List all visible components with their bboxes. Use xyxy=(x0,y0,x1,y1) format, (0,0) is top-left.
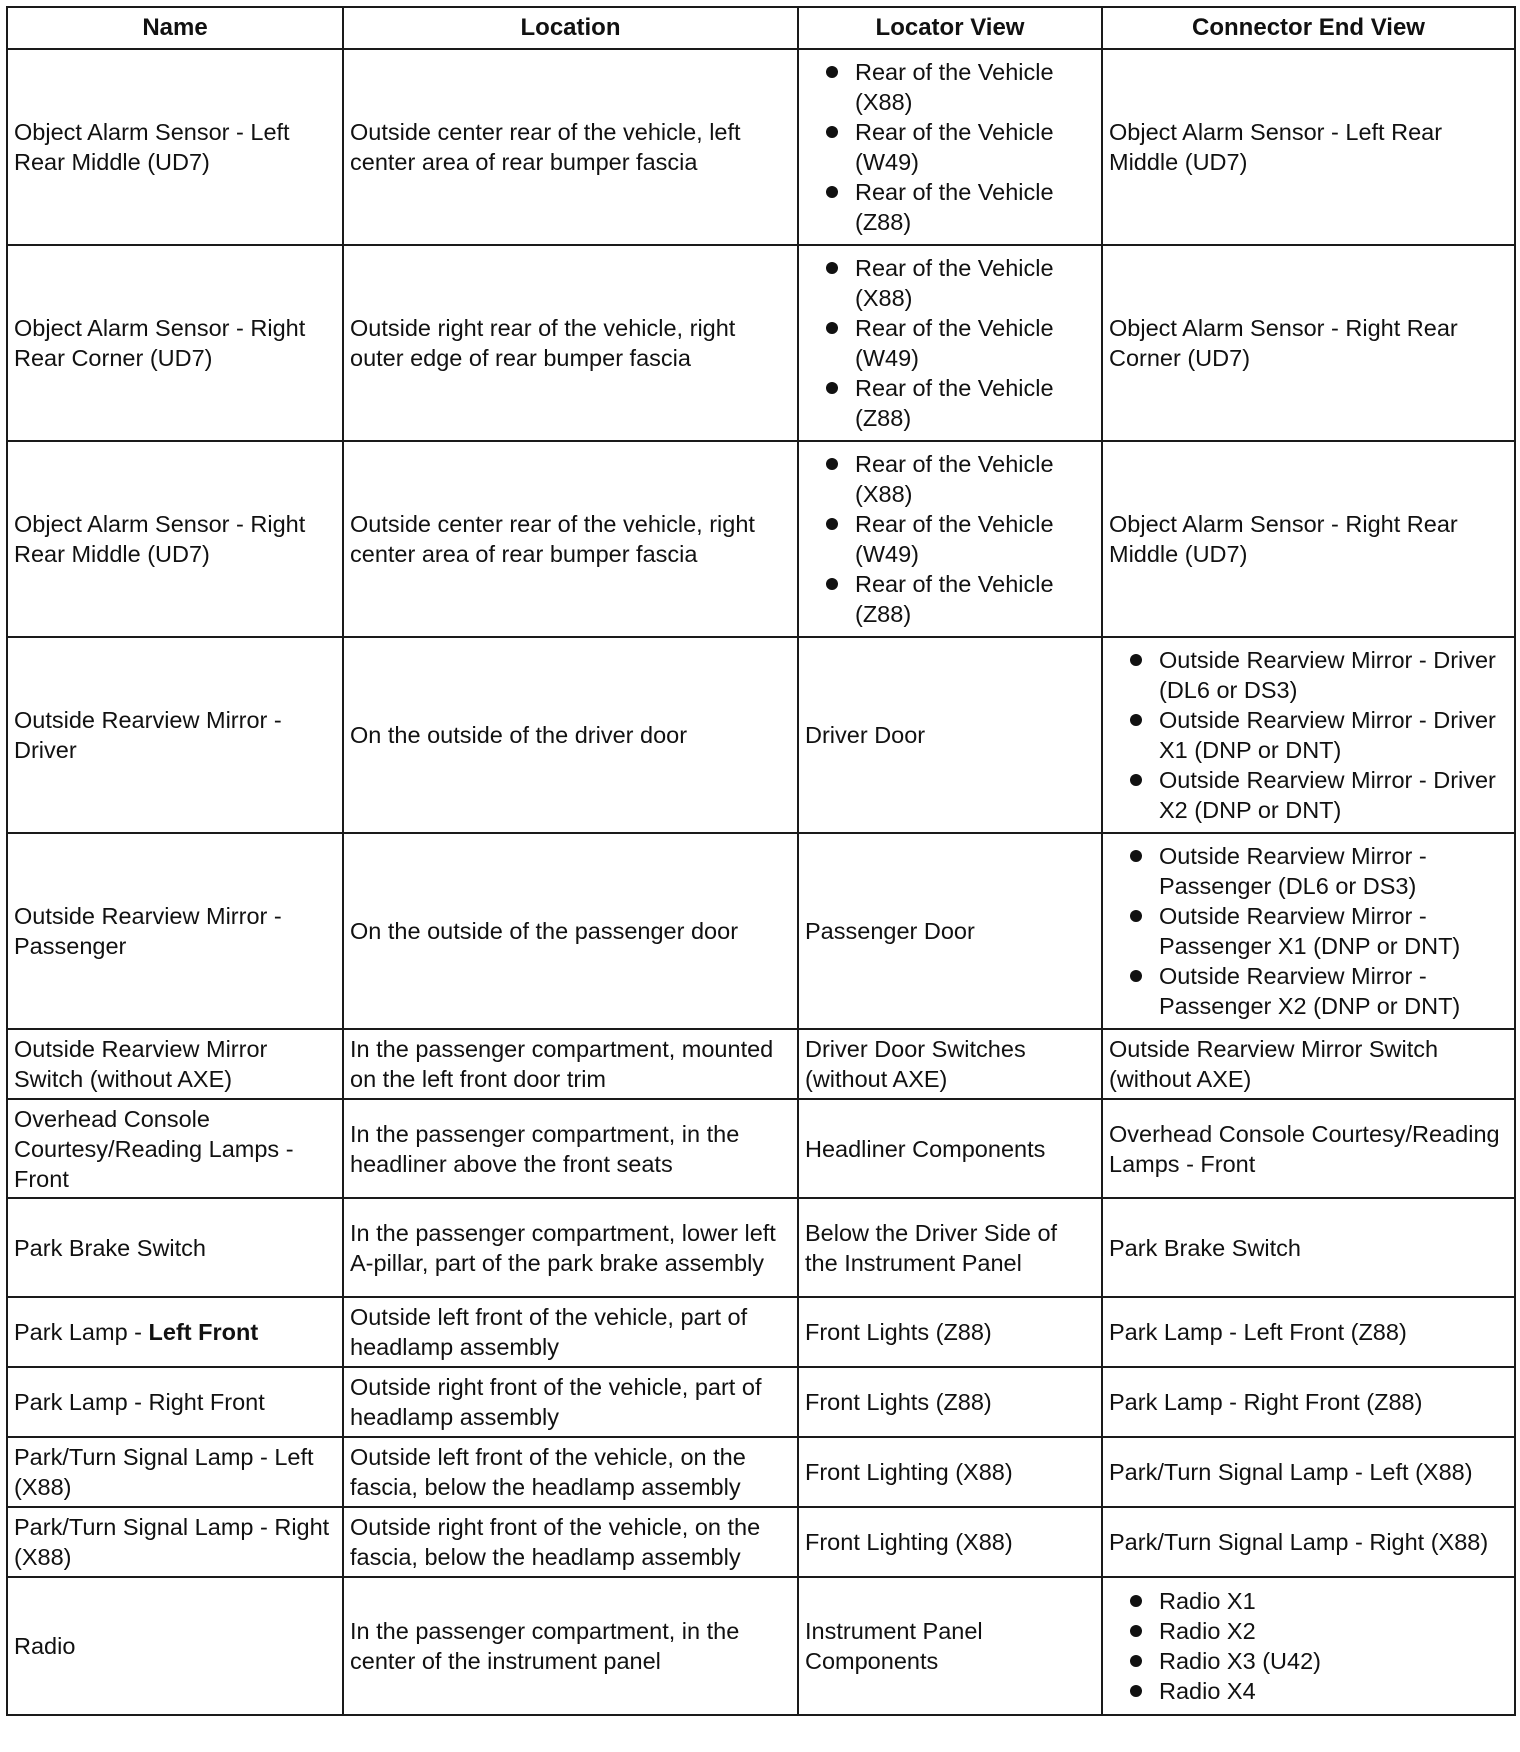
locator-list-item[interactable]: Rear of the Vehicle (X88) xyxy=(805,57,1095,117)
table-row xyxy=(7,245,1515,441)
locator-cell[interactable]: Headliner Components xyxy=(798,1099,1102,1198)
connector-cell[interactable]: Object Alarm Sensor - Right Rear Corner (UD7) xyxy=(1102,245,1515,441)
name-cell: Outside Rearview Mirror Switch (without AXE) xyxy=(7,1029,343,1099)
name-cell: Overhead Console Courtesy/Reading Lamps - Front xyxy=(7,1099,343,1198)
connector-list-item[interactable]: Outside Rearview Mirror - Driver X2 (DNP or DNT) xyxy=(1109,765,1508,825)
name-cell: Object Alarm Sensor - Left Rear Middle (UD7) xyxy=(7,49,343,245)
location-cell: On the outside of the passenger door xyxy=(343,833,798,1029)
location-cell: Outside center rear of the vehicle, left center area of rear bumper fascia xyxy=(343,49,798,245)
connector-cell[interactable]: Object Alarm Sensor - Right Rear Middle (UD7) xyxy=(1102,441,1515,637)
table-row xyxy=(7,441,1515,637)
table-row xyxy=(7,1198,1515,1297)
locator-cell xyxy=(798,441,1102,637)
connector-cell[interactable]: Outside Rearview Mirror Switch (without AXE) xyxy=(1102,1029,1515,1099)
location-cell: Outside center rear of the vehicle, right center area of rear bumper fascia xyxy=(343,441,798,637)
connector-list-item[interactable]: Outside Rearview Mirror - Driver (DL6 or DS3) xyxy=(1109,645,1508,705)
location-cell: In the passenger compartment, lower left A-pillar, part of the park brake assembly xyxy=(343,1198,798,1297)
header-locator-view: Locator View xyxy=(798,7,1102,49)
locator-cell[interactable]: Front Lighting (X88) xyxy=(798,1437,1102,1507)
connector-cell[interactable]: Park Lamp - Right Front (Z88) xyxy=(1102,1367,1515,1437)
connector-list-item[interactable]: Outside Rearview Mirror - Passenger (DL6 or DS3) xyxy=(1109,841,1508,901)
locator-cell xyxy=(798,49,1102,245)
connector-list-item[interactable]: Outside Rearview Mirror - Driver X1 (DNP or DNT) xyxy=(1109,705,1508,765)
name-cell: Park/Turn Signal Lamp - Left (X88) xyxy=(7,1437,343,1507)
connector-list xyxy=(1109,841,1508,1021)
table-row xyxy=(7,1437,1515,1507)
connector-cell[interactable]: Park Brake Switch xyxy=(1102,1198,1515,1297)
header-name: Name xyxy=(7,7,343,49)
connector-list-item[interactable]: Outside Rearview Mirror - Passenger X1 (DNP or DNT) xyxy=(1109,901,1508,961)
header-connector-end-view: Connector End View xyxy=(1102,7,1515,49)
table-row xyxy=(7,1507,1515,1577)
location-cell: In the passenger compartment, in the headliner above the front seats xyxy=(343,1099,798,1198)
name-cell: Park Lamp - Right Front xyxy=(7,1367,343,1437)
locator-cell[interactable]: Instrument Panel Components xyxy=(798,1577,1102,1715)
name-cell: Outside Rearview Mirror - Passenger xyxy=(7,833,343,1029)
name-cell: Park Brake Switch xyxy=(7,1198,343,1297)
locator-cell[interactable]: Driver Door Switches (without AXE) xyxy=(798,1029,1102,1099)
location-cell: Outside right front of the vehicle, on the fascia, below the headlamp assembly xyxy=(343,1507,798,1577)
connector-list-item[interactable]: Radio X3 (U42) xyxy=(1109,1646,1508,1676)
table-row xyxy=(7,637,1515,833)
table-row xyxy=(7,1029,1515,1099)
locator-list-item[interactable]: Rear of the Vehicle (W49) xyxy=(805,313,1095,373)
location-cell: In the passenger compartment, mounted on the left front door trim xyxy=(343,1029,798,1099)
header-location: Location xyxy=(343,7,798,49)
location-cell: In the passenger compartment, in the center of the instrument panel xyxy=(343,1577,798,1715)
locator-cell xyxy=(798,245,1102,441)
connector-cell[interactable]: Object Alarm Sensor - Left Rear Middle (UD7) xyxy=(1102,49,1515,245)
locator-cell[interactable]: Below the Driver Side of the Instrument Panel xyxy=(798,1198,1102,1297)
component-locator-table xyxy=(6,6,1516,1716)
connector-list-item[interactable]: Outside Rearview Mirror - Passenger X2 (DNP or DNT) xyxy=(1109,961,1508,1021)
connector-cell[interactable]: Overhead Console Courtesy/Reading Lamps - Front xyxy=(1102,1099,1515,1198)
name-text: Park Lamp - xyxy=(14,1319,149,1345)
locator-list-item[interactable]: Rear of the Vehicle (X88) xyxy=(805,449,1095,509)
locator-cell[interactable]: Front Lighting (X88) xyxy=(798,1507,1102,1577)
name-cell: Radio xyxy=(7,1577,343,1715)
name-text-bold: Left Front xyxy=(148,1319,259,1345)
connector-list-item[interactable]: Radio X2 xyxy=(1109,1616,1508,1646)
table-row xyxy=(7,49,1515,245)
name-cell: Park/Turn Signal Lamp - Right (X88) xyxy=(7,1507,343,1577)
location-cell: Outside right front of the vehicle, part of headlamp assembly xyxy=(343,1367,798,1437)
locator-list-item[interactable]: Rear of the Vehicle (Z88) xyxy=(805,177,1095,237)
table-row xyxy=(7,1577,1515,1715)
name-cell: Outside Rearview Mirror - Driver xyxy=(7,637,343,833)
locator-cell[interactable]: Driver Door xyxy=(798,637,1102,833)
locator-cell[interactable]: Front Lights (Z88) xyxy=(798,1297,1102,1367)
locator-list-item[interactable]: Rear of the Vehicle (Z88) xyxy=(805,569,1095,629)
connector-cell xyxy=(1102,1577,1515,1715)
locator-cell[interactable]: Front Lights (Z88) xyxy=(798,1367,1102,1437)
locator-list-item[interactable]: Rear of the Vehicle (W49) xyxy=(805,509,1095,569)
table-row xyxy=(7,1367,1515,1437)
header-row xyxy=(7,7,1515,49)
locator-list xyxy=(805,449,1095,629)
connector-cell xyxy=(1102,637,1515,833)
location-cell: Outside left front of the vehicle, on the fascia, below the headlamp assembly xyxy=(343,1437,798,1507)
table-row xyxy=(7,1099,1515,1198)
connector-list xyxy=(1109,645,1508,825)
name-cell: Object Alarm Sensor - Right Rear Middle (UD7) xyxy=(7,441,343,637)
locator-cell[interactable]: Passenger Door xyxy=(798,833,1102,1029)
connector-cell[interactable]: Park/Turn Signal Lamp - Right (X88) xyxy=(1102,1507,1515,1577)
connector-cell[interactable]: Park/Turn Signal Lamp - Left (X88) xyxy=(1102,1437,1515,1507)
name-cell: Object Alarm Sensor - Right Rear Corner (UD7) xyxy=(7,245,343,441)
table-row xyxy=(7,833,1515,1029)
locator-list xyxy=(805,57,1095,237)
connector-list-item[interactable]: Radio X1 xyxy=(1109,1586,1508,1616)
connector-cell xyxy=(1102,833,1515,1029)
name-cell xyxy=(7,1297,343,1367)
connector-cell[interactable]: Park Lamp - Left Front (Z88) xyxy=(1102,1297,1515,1367)
connector-list xyxy=(1109,1586,1508,1706)
location-cell: Outside right rear of the vehicle, right outer edge of rear bumper fascia xyxy=(343,245,798,441)
locator-list-item[interactable]: Rear of the Vehicle (W49) xyxy=(805,117,1095,177)
connector-list-item[interactable]: Radio X4 xyxy=(1109,1676,1508,1706)
locator-list-item[interactable]: Rear of the Vehicle (X88) xyxy=(805,253,1095,313)
locator-list xyxy=(805,253,1095,433)
location-cell: Outside left front of the vehicle, part of headlamp assembly xyxy=(343,1297,798,1367)
location-cell: On the outside of the driver door xyxy=(343,637,798,833)
table-row xyxy=(7,1297,1515,1367)
locator-list-item[interactable]: Rear of the Vehicle (Z88) xyxy=(805,373,1095,433)
